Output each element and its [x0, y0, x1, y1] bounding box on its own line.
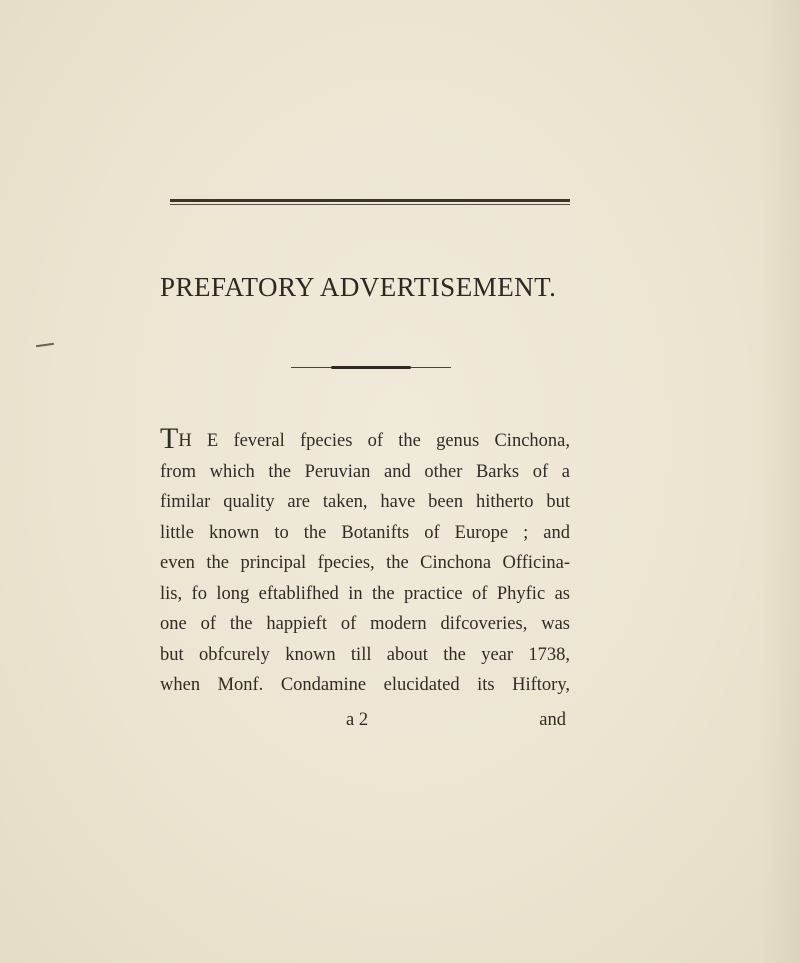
signature-mark: a 2	[346, 710, 369, 730]
top-double-rule	[170, 199, 570, 206]
text-line: even the principal fpecies, the Cinchona Officina-	[160, 553, 570, 573]
text-line: lis, fo long eftablifhed in the practice of Phyfic as	[160, 583, 570, 604]
text-line: but obfcurely known till about the year 1738,	[160, 644, 570, 665]
catchword: and	[539, 710, 566, 730]
top-rule-thick-line	[170, 199, 570, 202]
text-line: little known to the Botanifts of Europe ; and	[160, 522, 570, 543]
text-line: when Monf. Condamine elucidated its Hiftory,	[160, 675, 570, 695]
margin-mark	[36, 343, 54, 347]
ornamental-rule	[291, 366, 451, 369]
page-footer	[160, 708, 570, 738]
ornamental-rule-swell	[331, 366, 411, 369]
text-line	[160, 426, 570, 457]
page-title: PREFATORY ADVERTISEMENT.	[160, 272, 557, 302]
drop-cap: T	[160, 426, 179, 455]
page-edge-shadow	[760, 0, 800, 963]
text-line: from which the Peruvian and other Barks of a	[160, 461, 570, 482]
text-line-content: H E feveral fpecies of the genus Cinchona,	[178, 431, 570, 451]
top-rule-thin-line	[170, 204, 570, 205]
text-line: fimilar quality are taken, have been hitherto but	[160, 492, 570, 512]
body-paragraph	[160, 426, 570, 701]
text-line: one of the happieft of modern difcoveries, was	[160, 614, 570, 634]
